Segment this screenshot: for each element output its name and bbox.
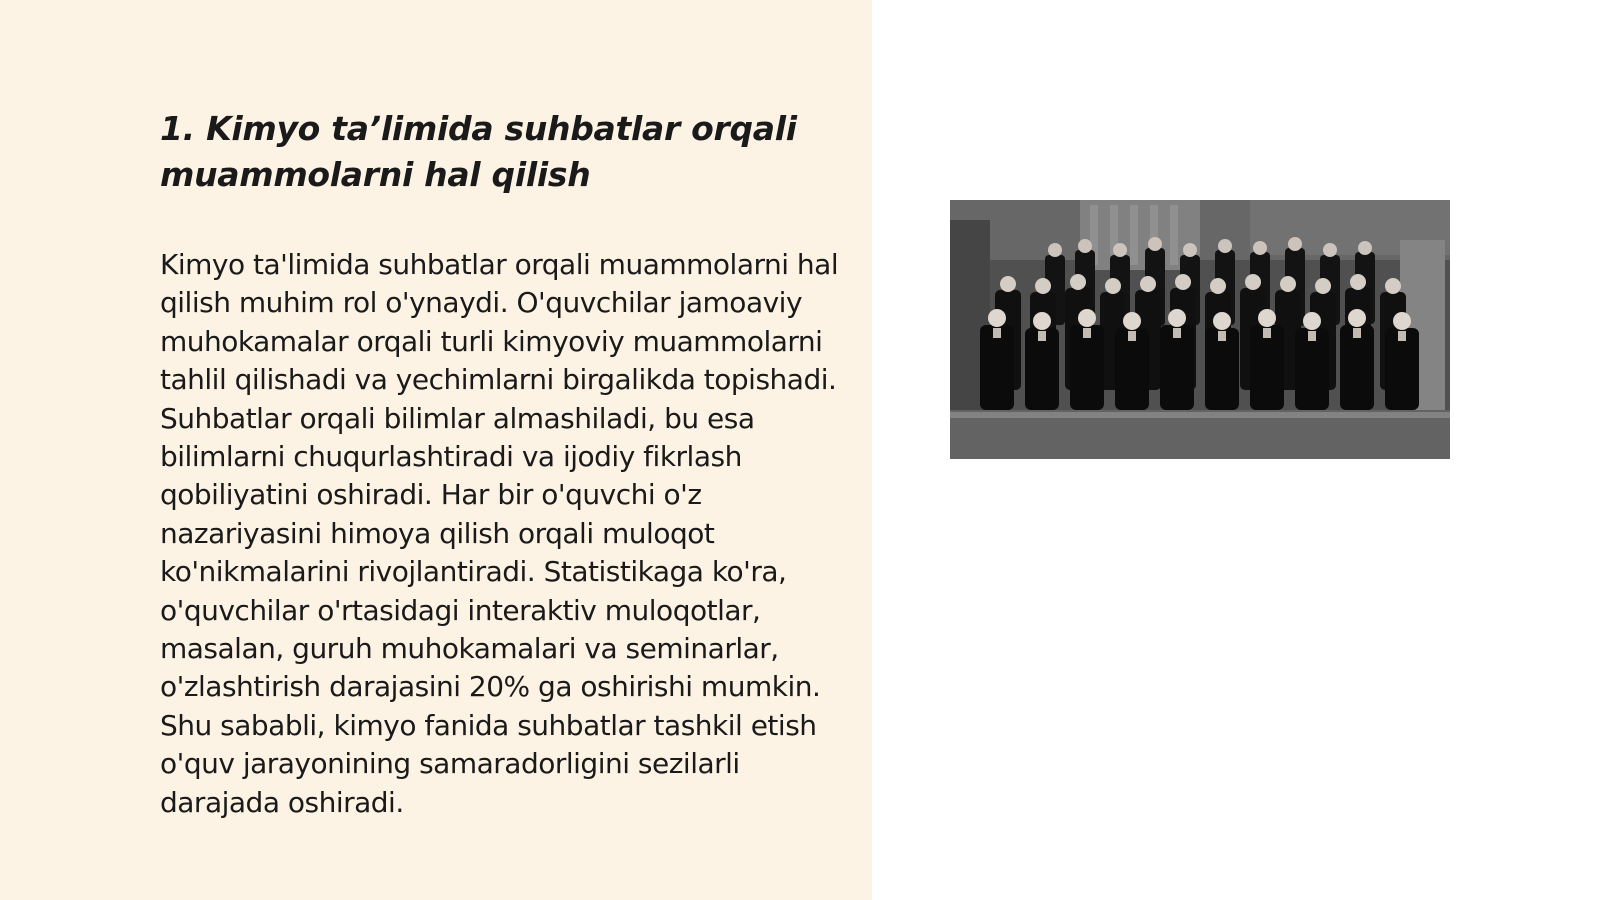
- group-photo-drawing: [950, 200, 1450, 459]
- slide-title: 1. Kimyo ta’limida suhbatlar orqali muammolarni hal qilish: [160, 109, 797, 194]
- group-photo: [950, 200, 1450, 459]
- slide-body-text: Kimyo ta'limida suhbatlar orqali muammolarni hal qilish muhim rol o'ynaydi. O'quvchilar jamoaviy muhokamalar orqali turli kimyoviy muammolarni tahlil qilishadi va yechimlarni birgalikda topishadi. Suhbatlar orqali bilimlar almashiladi, bu esa bilimlarni chuqurlashtiradi va ijodiy fikrlash qobiliyatini oshiradi. Har bir o'quvchi o'z nazariyasini himoya qilish orqali muloqot ko'nikmalarini rivojlantiradi. Statistikaga ko'ra, o'quvchilar o'rtasidagi interaktiv muloqotlar, masalan, guruh muhokamalari va seminarlar, o'zlashtirish darajasini 20% ga oshirishi mumkin. Shu sababli, kimyo fanida suhbatlar tashkil etish o'quv jarayonining samaradorligini sezilarli darajada oshiradi.: [160, 248, 839, 819]
